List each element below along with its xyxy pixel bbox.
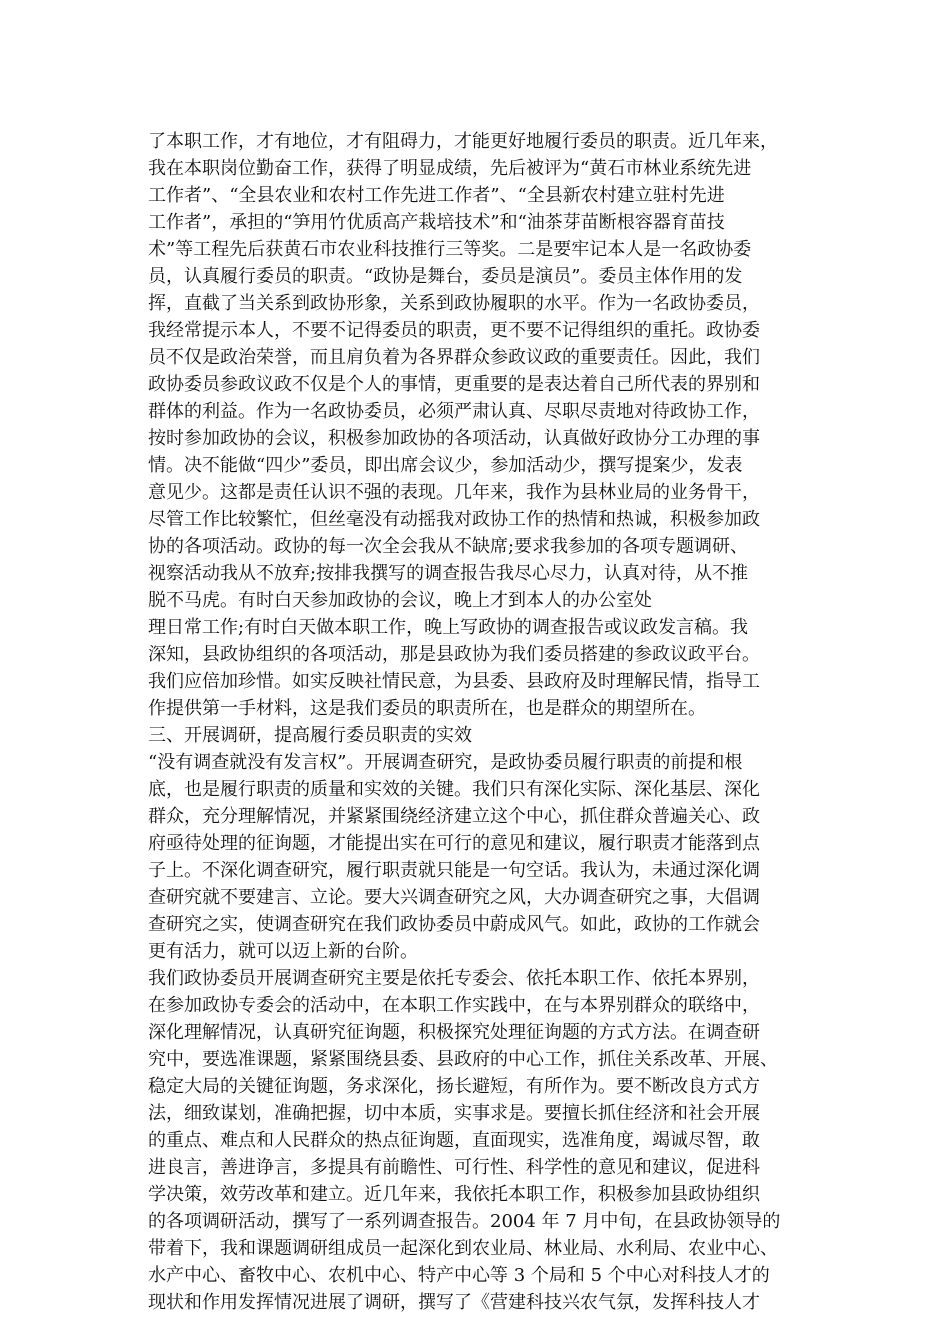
text-line: 进良言，善进诤言，多提具有前瞻性、可行性、科学性的意见和建议，促进科 bbox=[148, 1157, 760, 1178]
text-line: 群体的利益。作为一名政协委员，必须严肃认真、尽职尽责地对待政协工作， bbox=[148, 401, 760, 422]
text-line: 水产中心、畜牧中心、农机中心、特产中心等 3 个局和 5 个中心对科技人才的 bbox=[148, 1265, 770, 1286]
text-line: 查研究就不要建言、立论。要大兴调查研究之风，大办调查研究之事，大倡调 bbox=[148, 887, 760, 908]
text-line: 协的各项活动。政协的每一次全会我从不缺席;要求我参加的各项专题调研、 bbox=[148, 536, 749, 557]
text-line: 究中，要选准课题，紧紧围绕县委、县政府的中心工作，抓住关系改革、开展、 bbox=[148, 1049, 778, 1070]
text-line: 更有活力，就可以迈上新的台阶。 bbox=[148, 941, 418, 962]
text-line: 在参加政协专委会的活动中，在本职工作实践中，在与本界别群众的联络中， bbox=[148, 995, 760, 1016]
text-line: 我们政协委员开展调查研究主要是依托专委会、依托本职工作、依托本界别， bbox=[148, 968, 760, 989]
text-line: 群众，充分理解情况，并紧紧围绕经济建立这个中心，抓住群众普遍关心、政 bbox=[148, 806, 760, 827]
text-line: 情。决不能做“四少”委员，即出席会议少，参加活动少，撰写提案少，发表 bbox=[148, 455, 743, 476]
text-line: 意见少。这都是责任认识不强的表现。几年来，我作为县林业局的业务骨干， bbox=[148, 482, 760, 503]
text-line: 带着下，我和课题调研组成员一起深化到农业局、林业局、水利局、农业中心、 bbox=[148, 1238, 778, 1259]
text-line: 深化理解情况，认真研究征询题，积极探究处理征询题的方式方法。在调查研 bbox=[148, 1022, 760, 1043]
text-line: 稳定大局的关键征询题，务求深化，扬长避短，有所作为。要不断改良方式方 bbox=[148, 1076, 760, 1097]
text-line: 法，细致谋划，准确把握，切中本质，实事求是。要擅长抓住经济和社会开展 bbox=[148, 1103, 760, 1124]
text-line: 底，也是履行职责的质量和实效的关键。我们只有深化实际、深化基层、深化 bbox=[148, 779, 760, 800]
text-line: “没有调查就没有发言权”。开展调查研究，是政协委员履行职责的前提和根 bbox=[148, 752, 743, 773]
text-line: 了本职工作，才有地位，才有阻碍力，才能更好地履行委员的职责。近几年来， bbox=[148, 131, 778, 152]
text-line: 工作者”，承担的“笋用竹优质高产栽培技术”和“油茶芽苗断根容器育苗技 bbox=[148, 212, 725, 233]
text-line: 府亟待处理的征询题，才能提出实在可行的意见和建议，履行职责才能落到点 bbox=[148, 833, 760, 854]
text-line: 视察活动我从不放弃;按排我撰写的调查报告我尽心尽力，认真对待，从不推 bbox=[148, 563, 749, 584]
text-line: 尽管工作比较繁忙，但丝毫没有动摇我对政协工作的热情和热诚，积极参加政 bbox=[148, 509, 760, 530]
text-line: 子上。不深化调查研究，履行职责就只能是一句空话。我认为，未通过深化调 bbox=[148, 860, 760, 881]
section-heading: 三、开展调研，提高履行委员职责的实效 bbox=[148, 725, 472, 746]
text-line: 按时参加政协的会议，积极参加政协的各项活动，认真做好政协分工办理的事 bbox=[148, 428, 760, 449]
text-line: 挥，直截了当关系到政协形象，关系到政协履职的水平。作为一名政协委员， bbox=[148, 293, 760, 314]
document-body bbox=[148, 128, 818, 1316]
text-line: 员不仅是政治荣誉，而且肩负着为各界群众参政议政的重要责任。因此，我们 bbox=[148, 347, 760, 368]
text-line: 理日常工作;有时白天做本职工作，晚上写政协的调查报告或议政发言稿。我 bbox=[148, 617, 749, 638]
text-line: 深知，县政协组织的各项活动，那是县政协为我们委员搭建的参政议政平台。 bbox=[148, 644, 760, 665]
text-line: 的各项调研活动，撰写了一系列调查报告。2004 年 7 月中旬，在县政协领导的 bbox=[148, 1211, 781, 1232]
text-line: 我经常提示本人，不要不记得委员的职责，更不要不记得组织的重托。政协委 bbox=[148, 320, 760, 341]
text-line: 查研究之实，使调查研究在我们政协委员中蔚成风气。如此，政协的工作就会 bbox=[148, 914, 760, 935]
text-line: 学决策，效劳改革和建立。近几年来，我依托本职工作，积极参加县政协组织 bbox=[148, 1184, 760, 1205]
text-line: 术”等工程先后获黄石市农业科技推行三等奖。二是要牢记本人是一名政协委 bbox=[148, 239, 752, 260]
text-line: 的重点、难点和人民群众的热点征询题，直面现实，选准角度，竭诚尽智，敢 bbox=[148, 1130, 760, 1151]
text-line: 脱不马虎。有时白天参加政协的会议，晚上才到本人的办公室处 bbox=[148, 590, 652, 611]
text-line: 我们应倍加珍惜。如实反映社情民意，为县委、县政府及时理解民情，指导工 bbox=[148, 671, 760, 692]
text-line: 工作者”、“全县农业和农村工作先进工作者”、“全县新农村建立驻村先进 bbox=[148, 185, 725, 206]
text-line: 现状和作用发挥情况进展了调研，撰写了《营建科技兴农气氛，发挥科技人才 bbox=[148, 1292, 760, 1313]
text-line: 作提供第一手材料，这是我们委员的职责所在，也是群众的期望所在。 bbox=[148, 698, 706, 719]
text-line: 员，认真履行委员的职责。“政协是舞台，委员是演员”。委员主体作用的发 bbox=[148, 266, 743, 287]
text-line: 政协委员参政议政不仅是个人的事情，更重要的是表达着自己所代表的界别和 bbox=[148, 374, 760, 395]
text-line: 我在本职岗位勤奋工作，获得了明显成绩，先后被评为“黄石市林业系统先进 bbox=[148, 158, 752, 179]
